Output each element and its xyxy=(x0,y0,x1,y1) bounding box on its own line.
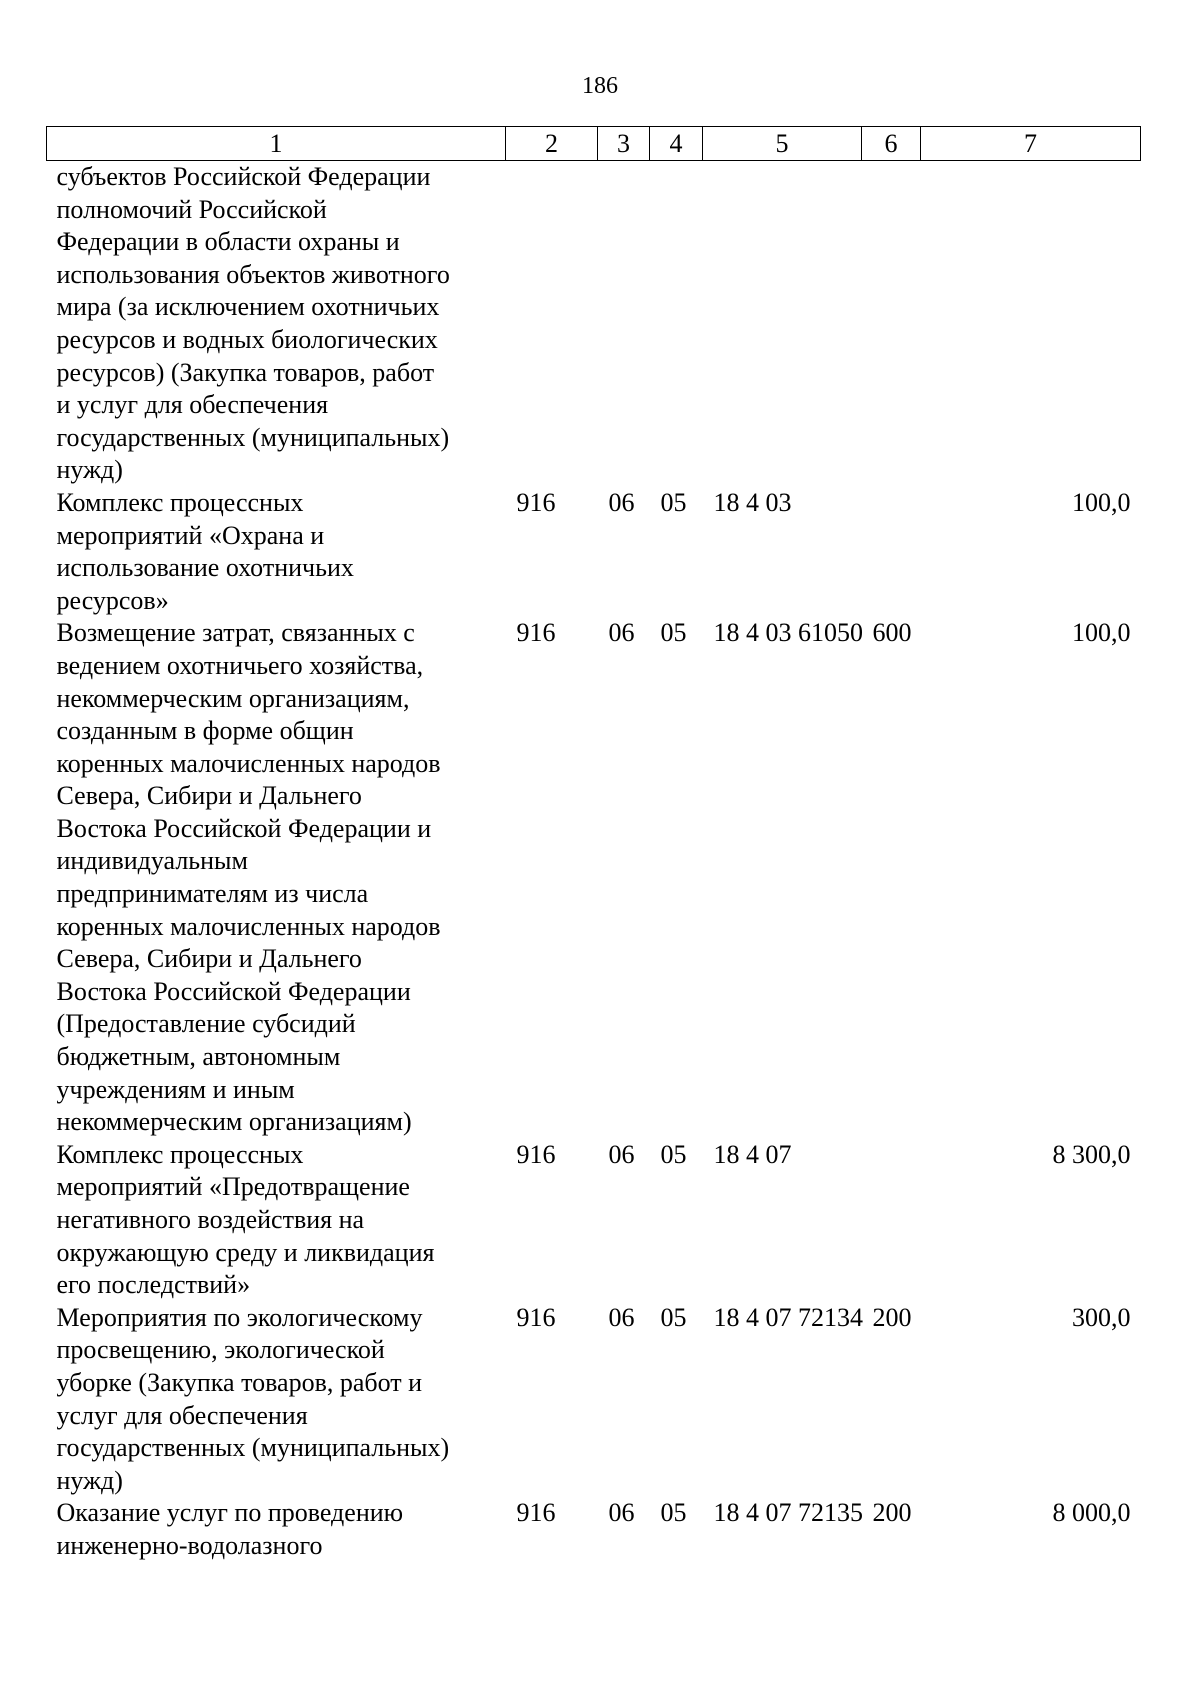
item-name-line: субъектов Российской Федерации xyxy=(56,162,431,191)
item-name-cell xyxy=(47,1497,506,1562)
table-row xyxy=(47,1497,1141,1562)
budget-table xyxy=(46,126,1141,1563)
admin-code-cell xyxy=(506,161,598,487)
item-name-line: Севера, Сибири и Дальнего xyxy=(56,781,362,811)
header-col-5: 5 xyxy=(703,127,862,161)
item-name-line: Севера, Сибири и Дальнего xyxy=(56,944,362,974)
item-name-line: ведением охотничьего хозяйства, xyxy=(56,650,424,680)
expense-type-cell: 600 xyxy=(872,618,912,648)
item-name-line: и услуг для обеспечения xyxy=(56,390,329,420)
item-name-line: Востока Российской Федерации и xyxy=(56,813,432,843)
header-col-2: 2 xyxy=(506,127,598,161)
item-name-line: предпринимателям из числа xyxy=(56,879,369,909)
item-name-line: государственных (муниципальных) xyxy=(56,422,450,452)
item-name-line: использование охотничьих xyxy=(56,553,354,583)
admin-code-cell: 916 xyxy=(516,1498,556,1528)
target-article-cell: 18 4 07 xyxy=(713,1139,792,1169)
item-name-line: учреждениям и иным xyxy=(56,1074,295,1104)
item-name-line: мира (за исключением охотничьих xyxy=(56,292,440,322)
item-name-line: Востока Российской Федерации xyxy=(56,976,411,1006)
item-name-line: некоммерческим организациям, xyxy=(56,683,410,713)
item-name-line: Возмещение затрат, связанных с xyxy=(56,618,415,648)
item-name-line: индивидуальным xyxy=(56,846,248,876)
item-name-line: Комплекс процессных xyxy=(56,487,304,517)
item-name-line: коренных малочисленных народов xyxy=(56,911,441,941)
table-body xyxy=(47,161,1141,1563)
admin-code-cell: 916 xyxy=(516,1302,556,1332)
item-name-cell xyxy=(47,487,506,617)
expense-type-cell xyxy=(862,1139,921,1302)
item-name-line: созданным в форме общин xyxy=(56,716,354,746)
target-article-cell: 18 4 03 61050 xyxy=(713,618,863,648)
sum-cell: 8 000,0 xyxy=(1052,1498,1131,1528)
sum-cell: 8 300,0 xyxy=(1052,1139,1131,1169)
item-name-line: мероприятий «Предотвращение xyxy=(56,1172,410,1202)
section-cell: 06 xyxy=(608,1498,635,1528)
target-article-cell: 18 4 07 72134 xyxy=(713,1302,863,1332)
item-name-cell xyxy=(47,1302,506,1498)
item-name-line: использования объектов животного xyxy=(56,259,450,289)
item-name-line: просвещению, экологической xyxy=(56,1335,385,1365)
header-col-1: 1 xyxy=(47,127,506,161)
item-name-line: некоммерческим организациям) xyxy=(56,1107,412,1137)
item-name-line: ресурсов» xyxy=(56,585,169,615)
subsection-cell xyxy=(650,161,703,487)
item-name-line: коренных малочисленных народов xyxy=(56,748,441,778)
table-row xyxy=(47,1139,1141,1302)
item-name-line: государственных (муниципальных) xyxy=(56,1433,450,1463)
header-col-4: 4 xyxy=(650,127,703,161)
header-row xyxy=(47,127,1141,161)
subsection-cell: 05 xyxy=(660,1139,687,1169)
item-name-line: Федерации в области охраны и xyxy=(56,227,400,257)
page-number: 186 xyxy=(582,73,618,99)
section-cell: 06 xyxy=(608,618,635,648)
expense-type-cell xyxy=(862,161,921,487)
item-name-line: (Предоставление субсидий xyxy=(56,1009,356,1039)
sum-cell: 300,0 xyxy=(1072,1302,1131,1332)
item-name-line: полномочий Российской xyxy=(56,194,327,224)
item-name-line: его последствий» xyxy=(56,1270,251,1300)
section-cell xyxy=(598,161,650,487)
admin-code-cell: 916 xyxy=(516,618,556,648)
item-name-cell xyxy=(47,161,506,487)
item-name-line: Комплекс процессных xyxy=(56,1139,304,1169)
table-row xyxy=(47,617,1141,1139)
table-row xyxy=(47,487,1141,617)
header-col-7: 7 xyxy=(921,127,1141,161)
item-name-line: Оказание услуг по проведению xyxy=(56,1498,404,1528)
admin-code-cell: 916 xyxy=(516,1139,556,1169)
item-name-line: бюджетным, автономным xyxy=(56,1042,341,1072)
target-article-cell: 18 4 03 xyxy=(713,487,792,517)
item-name-line: окружающую среду и ликвидация xyxy=(56,1237,435,1267)
item-name-line: Мероприятия по экологическому xyxy=(56,1302,423,1332)
sum-cell: 100,0 xyxy=(1072,487,1131,517)
expense-type-cell xyxy=(862,487,921,617)
item-name-line: ресурсов) (Закупка товаров, работ xyxy=(56,357,435,387)
item-name-line: ресурсов и водных биологических xyxy=(56,324,438,354)
expense-type-cell: 200 xyxy=(872,1498,912,1528)
table-row xyxy=(47,1302,1141,1498)
header-col-6: 6 xyxy=(862,127,921,161)
section-cell: 06 xyxy=(608,1302,635,1332)
subsection-cell: 05 xyxy=(660,1302,687,1332)
table-row xyxy=(47,161,1141,487)
target-article-cell: 18 4 07 72135 xyxy=(713,1498,863,1528)
item-name-line: негативного воздействия на xyxy=(56,1205,365,1234)
target-article-cell xyxy=(703,161,862,487)
sum-cell: 100,0 xyxy=(1072,618,1131,648)
section-cell: 06 xyxy=(608,1139,635,1169)
item-name-cell xyxy=(47,617,506,1139)
section-cell: 06 xyxy=(608,487,635,517)
table-header xyxy=(47,127,1141,161)
expense-type-cell: 200 xyxy=(872,1302,912,1332)
item-name-line: нужд) xyxy=(56,455,123,485)
item-name-line: нужд) xyxy=(56,1465,123,1495)
subsection-cell: 05 xyxy=(660,618,687,648)
item-name-line: уборке (Закупка товаров, работ и xyxy=(56,1367,423,1397)
subsection-cell: 05 xyxy=(660,1498,687,1528)
item-name-line: услуг для обеспечения xyxy=(56,1400,308,1430)
item-name-line: инженерно-водолазного xyxy=(56,1530,323,1560)
item-name-line: мероприятий «Охрана и xyxy=(56,520,325,550)
subsection-cell: 05 xyxy=(660,487,687,517)
sum-cell xyxy=(921,161,1141,487)
header-col-3: 3 xyxy=(598,127,650,161)
item-name-cell xyxy=(47,1139,506,1302)
admin-code-cell: 916 xyxy=(516,487,556,517)
